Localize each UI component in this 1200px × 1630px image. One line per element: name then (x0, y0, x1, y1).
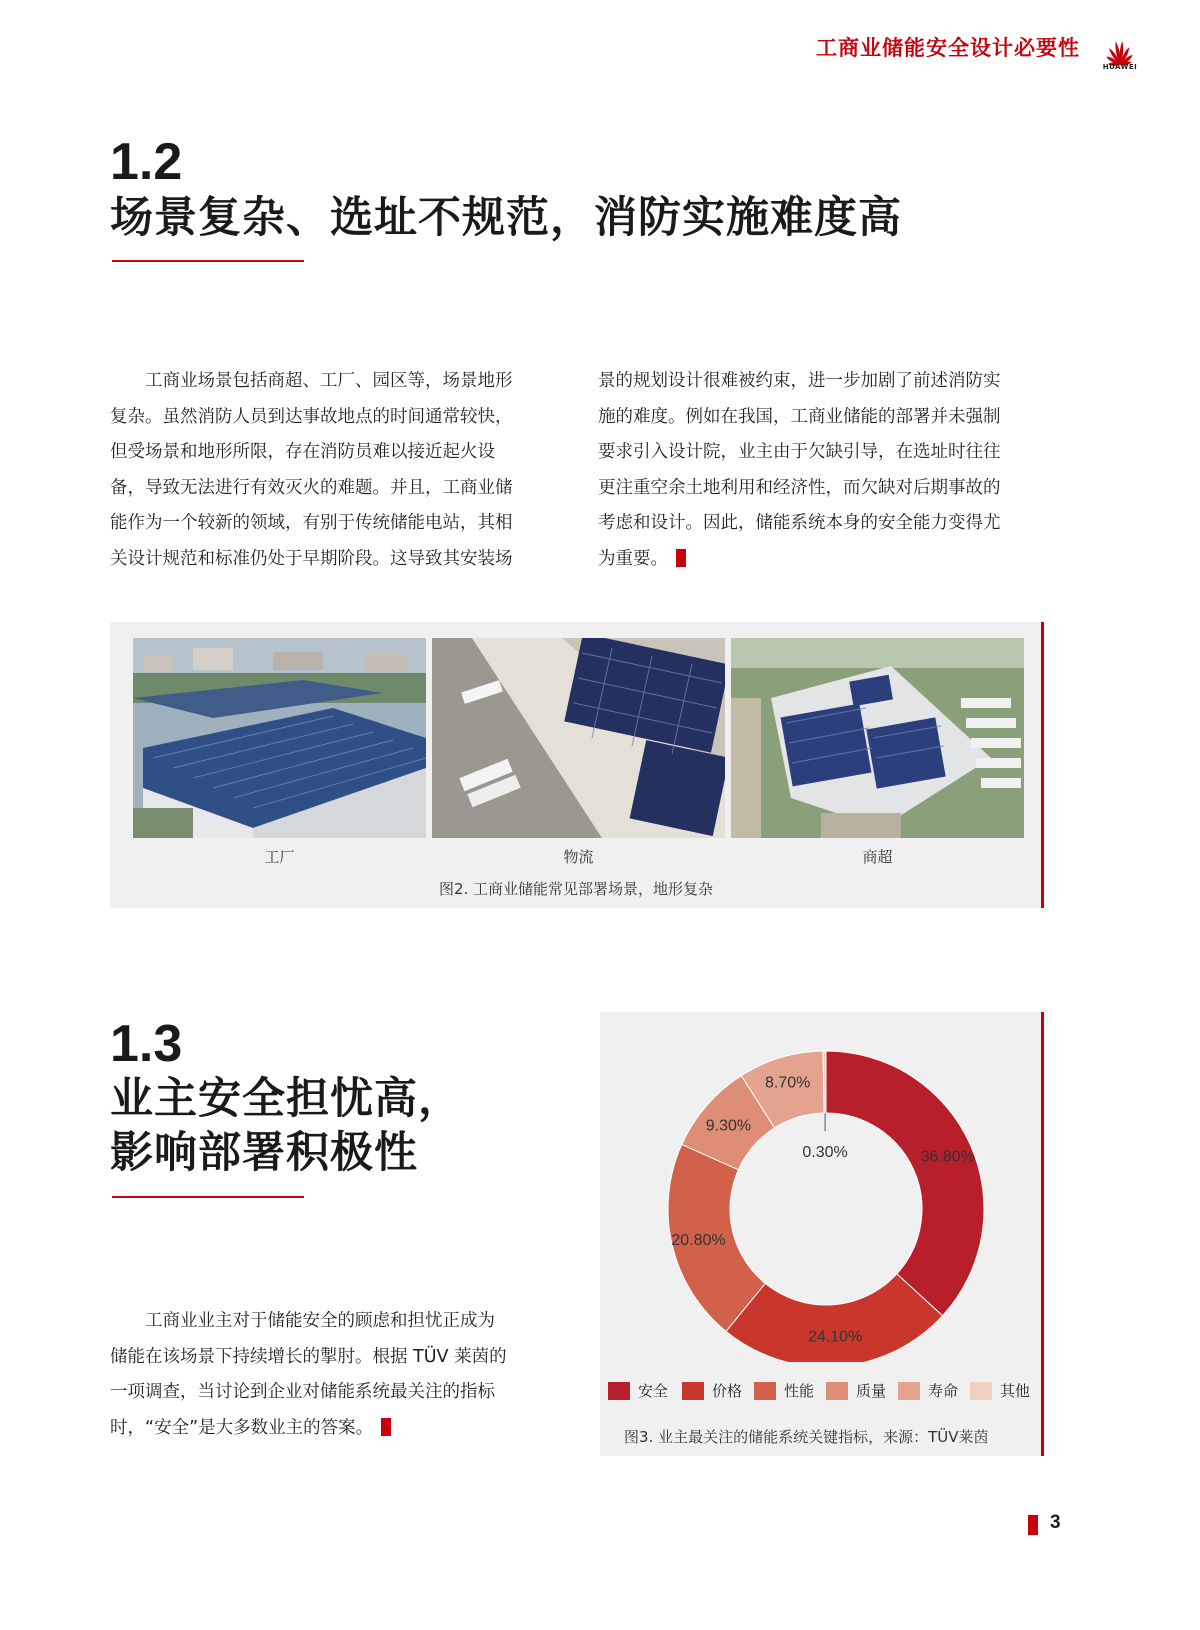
section-1-3-rule (112, 1196, 304, 1198)
section-1-2-title: 场景复杂、选址不规范，消防实施难度高 (110, 193, 902, 243)
legend-label: 质量 (856, 1382, 887, 1400)
section-1-3-title-line-1: 业主安全担忧高， (110, 1074, 462, 1124)
paragraph-line: 能作为一个较新的领域，有别于传统储能电站，其相 (110, 513, 513, 533)
paragraph-line: 储能在该场景下持续增长的掣肘。根据 TÜV 莱茵的 (110, 1346, 507, 1367)
donut-chart (600, 1012, 1042, 1362)
data-label-safety: 36.80% (920, 1148, 975, 1166)
chart-legend (608, 1380, 1031, 1402)
figure-2-accent-rule (1041, 622, 1044, 908)
paragraph-line-text: 时，“安全”是大多数业主的答案。 (110, 1417, 374, 1438)
legend-label: 安全 (638, 1382, 669, 1400)
supermarket-photo (731, 638, 1024, 838)
paragraph-line: 要求引入设计院，业主由于欠缺引导，在选址时往往 (598, 442, 1001, 462)
header-title: 工商业储能安全设计必要性 (816, 36, 1080, 60)
paragraph-line: 更注重空余土地利用和经济性，而欠缺对后期事故的 (598, 477, 1001, 498)
end-mark-icon (676, 549, 686, 567)
data-label-performance: 20.80% (671, 1232, 726, 1250)
legend-swatch (970, 1382, 992, 1400)
legend-label: 性能 (784, 1382, 815, 1400)
legend-swatch (898, 1382, 920, 1400)
section-1-3-title-line-2: 影响部署积极性 (110, 1128, 418, 1178)
paragraph-line: 考虑和设计。因此，储能系统本身的安全能力变得尤 (598, 513, 1001, 533)
figure-3-caption: 图3. 业主最关注的储能系统关键指标，来源：TÜV莱茵 (624, 1428, 989, 1446)
paragraph-line: 备，导致无法进行有效灭火的难题。并且，工商业储 (110, 477, 513, 498)
section-1-2-left-column (110, 364, 556, 577)
paragraph-line: 工商业场景包括商超、工厂、园区等，场景地形 (145, 371, 513, 391)
legend-label: 其他 (1000, 1382, 1031, 1400)
paragraph-line: 景的规划设计很难被约束，进一步加剧了前述消防实 (598, 371, 1001, 391)
legend-swatch (608, 1382, 630, 1400)
photo-label-supermarket: 商超 (862, 848, 893, 866)
logistics-photo (432, 638, 725, 838)
legend-swatch (754, 1382, 776, 1400)
section-1-3-paragraph (110, 1304, 556, 1446)
paragraph-line: 关设计规范和标准仍处于早期阶段。这导致其安装场 (110, 548, 513, 569)
paragraph-line-text: 为重要。 (598, 548, 668, 569)
paragraph-line: 工商业业主对于储能安全的顾虑和担忧正成为 (145, 1311, 495, 1331)
paragraph-line: 施的难度。例如在我国，工商业储能的部署并未强制 (598, 406, 1001, 427)
paragraph-line (110, 1411, 556, 1447)
photo-label-factory: 工厂 (264, 848, 295, 866)
paragraph-line: 但受场景和地形所限，存在消防员难以接近起火设 (110, 442, 495, 462)
page-number: 3 (1050, 1512, 1061, 1533)
huawei-logo-text: HUAWEI (1102, 63, 1138, 71)
page-number-mark (1028, 1515, 1038, 1535)
end-mark-icon (381, 1418, 391, 1436)
data-label-lifetime: 8.70% (765, 1074, 811, 1092)
data-label-other: 0.30% (802, 1144, 848, 1162)
factory-photo (133, 638, 426, 838)
legend-swatch (826, 1382, 848, 1400)
section-1-2-right-column (598, 364, 1044, 577)
paragraph-line (598, 542, 1044, 578)
section-1-3-number: 1.3 (110, 1015, 183, 1073)
paragraph-line: 复杂。虽然消防人员到达事故地点的时间通常较快， (110, 406, 513, 427)
photo-label-logistics: 物流 (563, 848, 594, 866)
data-label-quality: 9.30% (705, 1117, 752, 1135)
section-1-2-rule (112, 260, 304, 262)
data-label-price: 24.10% (808, 1328, 863, 1346)
legend-label: 价格 (712, 1382, 743, 1400)
legend-swatch (682, 1382, 704, 1400)
paragraph-line: 一项调查，当讨论到企业对储能系统最关注的指标 (110, 1382, 495, 1402)
legend-label: 寿命 (928, 1382, 959, 1400)
figure-2-caption: 图2. 工商业储能常见部署场景，地形复杂 (438, 880, 714, 898)
slice-safety (826, 1051, 984, 1316)
section-1-2-number: 1.2 (110, 133, 183, 191)
